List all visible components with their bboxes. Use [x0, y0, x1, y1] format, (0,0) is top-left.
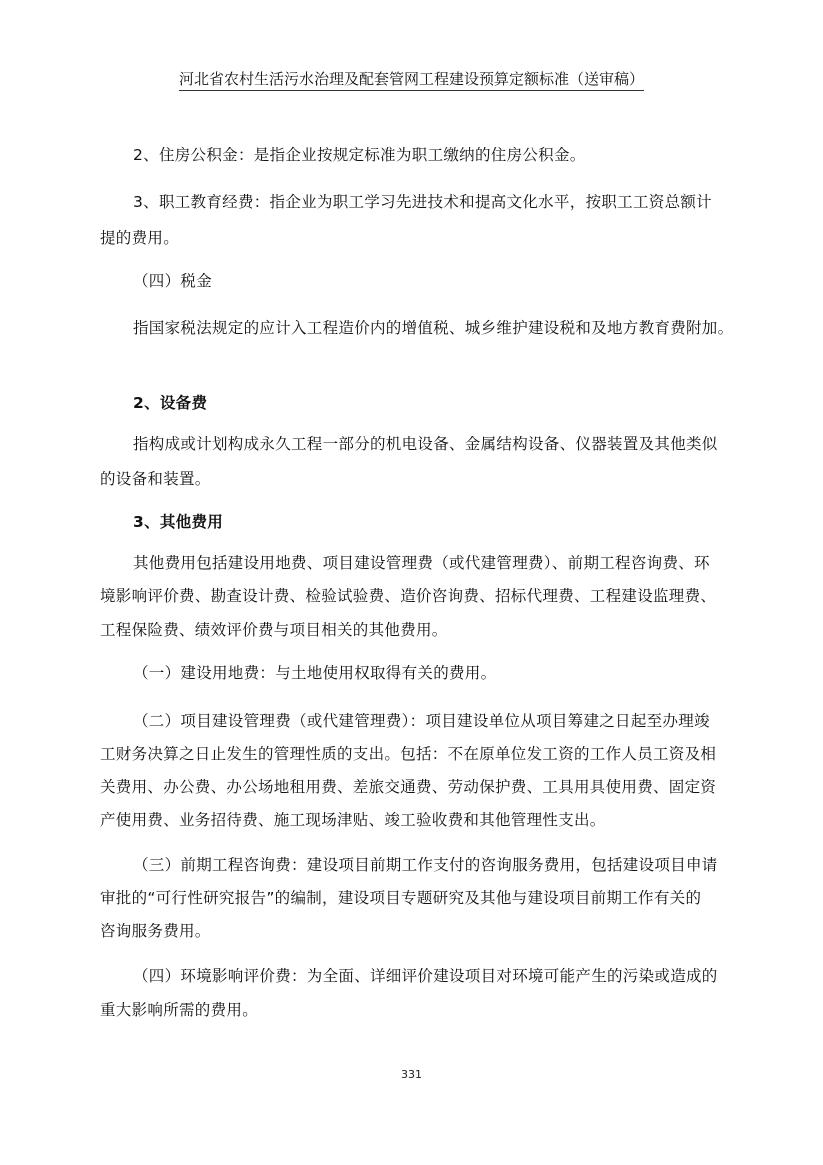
text-line: 指国家税法规定的应计入工程造价内的增值税、城乡维护建设税和及地方教育费附加。 — [133, 319, 734, 337]
section-heading: 2、设备费 — [133, 394, 208, 412]
text-line: 咨询服务费用。 — [100, 922, 211, 940]
text-line: 关费用、办公费、办公场地租用费、差旅交通费、劳动保护费、工具用具使用费、固定资 — [100, 778, 717, 796]
section-heading: 3、其他费用 — [133, 513, 224, 531]
text-line: 3、职工教育经费：指企业为职工学习先进技术和提高文化水平，按职工工资总额计 — [133, 193, 712, 211]
text-line: （三）前期工程咨询费：建设项目前期工作支付的咨询服务费用，包括建设项目申请 — [133, 856, 718, 874]
page-number: 331 — [401, 1068, 422, 1081]
text-line: （二）项目建设管理费（或代建管理费）：项目建设单位从项目筹建之日起至办理竣 — [133, 712, 710, 730]
text-line: 指构成或计划构成永久工程一部分的机电设备、金属结构设备、仪器装置及其他类似 — [133, 435, 718, 453]
running-header: 河北省农村生活污水治理及配套管网工程建设预算定额标准（送审稿） — [0, 68, 823, 89]
text-line: 2、住房公积金：是指企业按规定标准为职工缴纳的住房公积金。 — [133, 146, 586, 164]
text-line: 工程保险费、绩效评价费与项目相关的其他费用。 — [100, 621, 448, 639]
text-line: 重大影响所需的费用。 — [100, 1001, 259, 1019]
text-line: 工财务决算之日止发生的管理性质的支出。包括：不在原单位发工资的工作人员工资及相 — [100, 745, 717, 763]
text-line: 产使用费、业务招待费、施工现场津贴、竣工验收费和其他管理性支出。 — [100, 811, 606, 829]
text-line: 其他费用包括建设用地费、项目建设管理费（或代建管理费）、前期工程咨询费、环 — [133, 554, 710, 572]
text-line: （四）税金 — [133, 272, 213, 290]
text-line: 的设备和装置。 — [100, 470, 211, 488]
text-line: 境影响评价费、勘查设计费、检验试验费、造价咨询费、招标代理费、工程建设监理费、 — [100, 587, 717, 605]
text-line: （一）建设用地费：与土地使用权取得有关的费用。 — [133, 664, 497, 682]
text-line: （四）环境影响评价费：为全面、详细评价建设项目对环境可能产生的污染或造成的 — [133, 967, 718, 985]
text-line: 审批的“可行性研究报告”的编制，建设项目专题研究及其他与建设项目前期工作有关的 — [100, 889, 702, 907]
text-line: 提的费用。 — [100, 229, 180, 247]
